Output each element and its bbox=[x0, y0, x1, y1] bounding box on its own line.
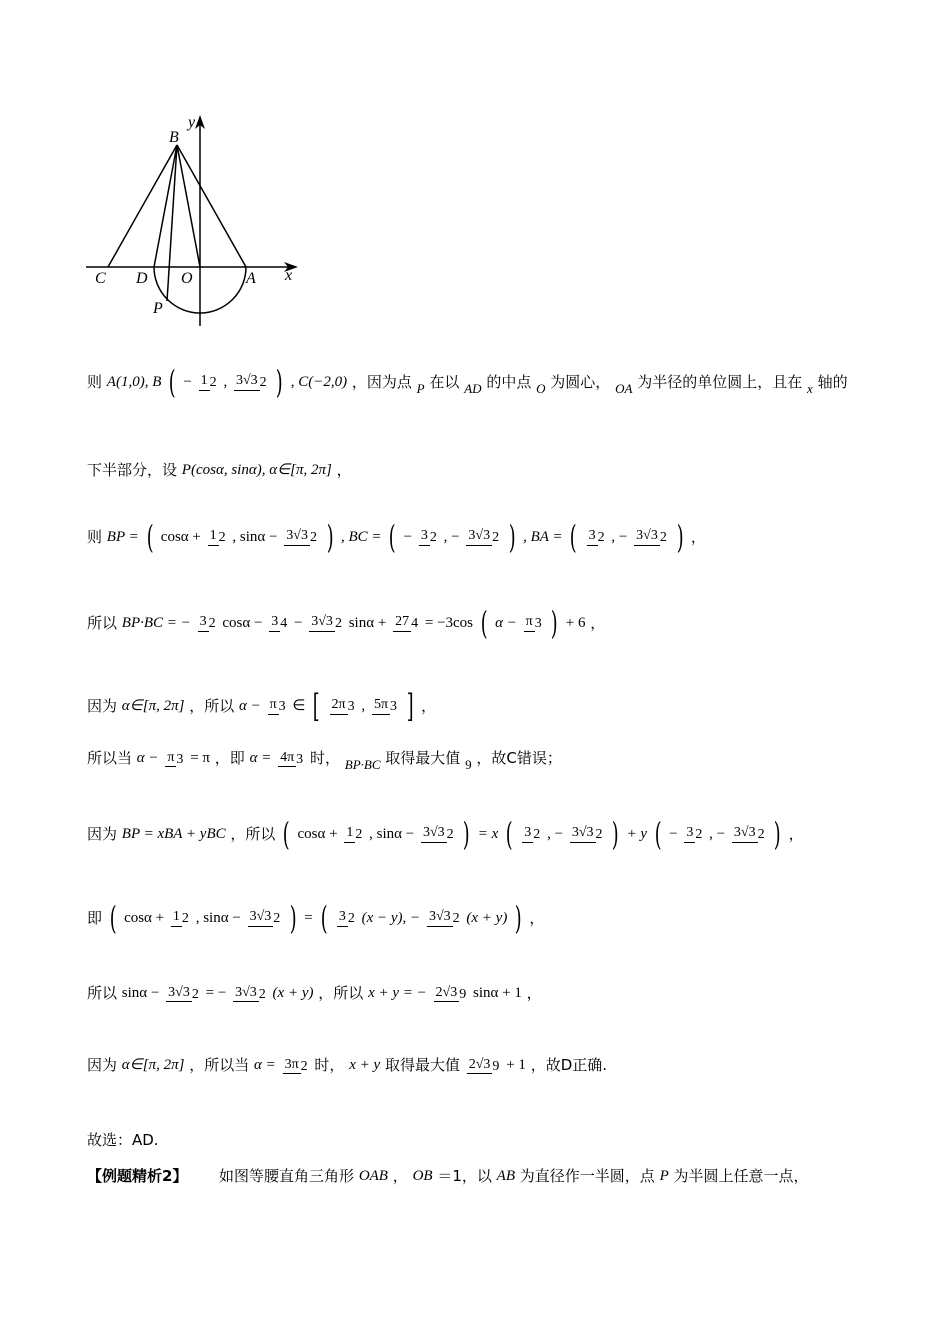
math: sinα − bbox=[121, 985, 160, 1002]
numerator: 3π bbox=[283, 1057, 301, 1074]
numerator: 1 bbox=[344, 825, 355, 842]
math: α − bbox=[136, 750, 159, 767]
math: (x − y), − bbox=[361, 909, 421, 926]
numerator: 3√3 bbox=[166, 985, 192, 1002]
text: 因为 bbox=[87, 696, 118, 715]
numerator: 3 bbox=[684, 825, 695, 842]
denominator: 2 bbox=[595, 826, 603, 842]
math: α∈[π, 2π] bbox=[121, 697, 185, 714]
fraction bbox=[199, 373, 217, 390]
paren-open: ( bbox=[168, 363, 176, 401]
fraction bbox=[198, 614, 216, 631]
math: sinα + bbox=[348, 614, 387, 631]
text: 所以当 bbox=[87, 749, 133, 768]
text: ， bbox=[526, 984, 542, 1003]
paren-open: ( bbox=[320, 899, 328, 937]
math: OAB bbox=[358, 1167, 388, 1184]
label-B: B bbox=[169, 129, 179, 146]
numerator: π bbox=[524, 614, 535, 631]
denominator: 2 bbox=[347, 910, 355, 926]
text: 因为 bbox=[87, 1056, 118, 1075]
fraction bbox=[166, 985, 199, 1002]
numerator: 4π bbox=[278, 750, 296, 767]
denominator: 2 bbox=[258, 986, 266, 1002]
math: AB bbox=[496, 1167, 515, 1184]
line-10 bbox=[87, 1057, 607, 1074]
numerator: 3√3 bbox=[732, 825, 758, 842]
paren-close: ) bbox=[551, 604, 559, 642]
numerator: 3√3 bbox=[427, 909, 453, 926]
denominator: 2 bbox=[209, 374, 217, 390]
text: ，所以 bbox=[189, 696, 235, 715]
text: 取得最大值 bbox=[385, 749, 461, 768]
math: P bbox=[416, 380, 425, 396]
paren-close: ) bbox=[514, 899, 522, 937]
label-x: x bbox=[285, 267, 293, 284]
text: ， bbox=[590, 613, 606, 632]
fraction bbox=[684, 825, 702, 842]
fraction bbox=[732, 825, 765, 842]
math: P bbox=[659, 1167, 669, 1184]
line-2 bbox=[87, 462, 352, 478]
text: ，故C错误； bbox=[476, 749, 562, 768]
math: , sinα − bbox=[369, 825, 415, 842]
fraction bbox=[234, 373, 267, 390]
paren-open: ( bbox=[283, 815, 290, 853]
numerator: 3√3 bbox=[421, 825, 447, 842]
geometry-figure bbox=[80, 108, 310, 338]
text: ＝1，以 bbox=[437, 1166, 492, 1185]
math: , bbox=[361, 697, 366, 714]
text: 则 bbox=[87, 372, 103, 391]
line-1 bbox=[87, 363, 848, 401]
math: , − bbox=[611, 528, 628, 545]
numerator: 3√3 bbox=[466, 528, 492, 545]
paren-open: ( bbox=[389, 518, 397, 556]
fraction bbox=[524, 614, 542, 631]
text: 为半圆上任意一点， bbox=[673, 1166, 809, 1185]
paren-open: ( bbox=[505, 815, 513, 853]
text: ， bbox=[336, 460, 352, 479]
math: , C(−2,0) bbox=[290, 373, 348, 390]
fraction bbox=[309, 614, 342, 631]
math: BP·BC = − bbox=[121, 614, 191, 631]
denominator: 2 bbox=[259, 374, 267, 390]
fraction bbox=[344, 825, 362, 842]
numerator: 3√3 bbox=[634, 528, 660, 545]
text: 因为 bbox=[87, 824, 118, 843]
bracket-open: [ bbox=[313, 687, 320, 725]
fraction bbox=[634, 528, 667, 545]
fraction bbox=[393, 614, 418, 631]
math: x + y bbox=[349, 1057, 381, 1074]
math: OA bbox=[615, 380, 633, 396]
line-11 bbox=[87, 1132, 159, 1148]
fraction bbox=[171, 909, 189, 926]
label-y: y bbox=[188, 114, 196, 131]
denominator: 2 bbox=[218, 529, 226, 545]
denominator: 2 bbox=[446, 826, 454, 842]
numerator: π bbox=[165, 750, 176, 767]
text: ，即 bbox=[214, 749, 245, 768]
text: ，因为点 bbox=[351, 372, 412, 391]
text: ， bbox=[421, 696, 437, 715]
numerator: 3 bbox=[198, 614, 209, 631]
math: = bbox=[304, 909, 313, 926]
denominator: 4 bbox=[280, 615, 288, 631]
denominator: 4 bbox=[411, 615, 419, 631]
paren-close: ) bbox=[676, 518, 684, 556]
segment-BC bbox=[108, 145, 177, 267]
fraction bbox=[466, 528, 499, 545]
fraction bbox=[283, 1057, 308, 1074]
text: 取得最大值 bbox=[384, 1056, 460, 1075]
paren-close: ) bbox=[289, 899, 297, 937]
numerator: 2√3 bbox=[467, 1057, 493, 1074]
numerator: 3√3 bbox=[570, 825, 596, 842]
text: ，所以 bbox=[318, 984, 364, 1003]
math: = x bbox=[477, 825, 499, 842]
text: 为半径的单位圆上，且在 bbox=[637, 372, 803, 391]
numerator: 3 bbox=[337, 909, 348, 926]
math: (x + y) bbox=[272, 985, 314, 1002]
math: , − bbox=[443, 528, 460, 545]
denominator: 2 bbox=[452, 910, 460, 926]
text: 为直径作一半圆，点 bbox=[519, 1166, 655, 1185]
example-heading: 【例题精析2】 bbox=[87, 1166, 188, 1185]
text: ， bbox=[529, 908, 545, 927]
line-3 bbox=[87, 518, 706, 556]
denominator: 3 bbox=[347, 698, 355, 714]
fraction bbox=[587, 528, 605, 545]
math: cosα + bbox=[124, 909, 165, 926]
numerator: 1 bbox=[171, 909, 182, 926]
denominator: 3 bbox=[278, 698, 286, 714]
fraction bbox=[233, 985, 266, 1002]
text: 即 bbox=[87, 908, 103, 927]
text: 所以 bbox=[87, 984, 118, 1003]
math: sinα + 1 bbox=[473, 985, 522, 1002]
paren-open: ( bbox=[480, 604, 488, 642]
math: OB bbox=[412, 1167, 433, 1184]
math: , bbox=[223, 373, 228, 390]
text: 则 bbox=[87, 527, 103, 546]
fraction bbox=[284, 528, 317, 545]
math: α − bbox=[495, 614, 517, 631]
numerator: 3√3 bbox=[284, 528, 310, 545]
fraction bbox=[165, 750, 183, 767]
text: ， bbox=[788, 824, 804, 843]
paren-close: ) bbox=[463, 815, 471, 853]
text: ，所以当 bbox=[189, 1056, 250, 1075]
math: + 6 bbox=[565, 614, 586, 631]
math: cosα + bbox=[160, 528, 201, 545]
line-8 bbox=[87, 899, 545, 937]
fraction bbox=[268, 697, 286, 714]
text: 的中点 bbox=[486, 372, 532, 391]
text: 如图等腰直角三角形 bbox=[219, 1166, 355, 1185]
paren-open: ( bbox=[570, 518, 578, 556]
label-P: P bbox=[153, 300, 163, 317]
text: 轴的 bbox=[817, 372, 848, 391]
fraction bbox=[434, 985, 467, 1002]
paren-close: ) bbox=[612, 815, 619, 853]
denominator: 9 bbox=[459, 986, 467, 1002]
denominator: 2 bbox=[181, 910, 189, 926]
label-O: O bbox=[181, 270, 193, 287]
numerator: 5π bbox=[372, 697, 390, 714]
math: , − bbox=[547, 825, 564, 842]
math: O bbox=[536, 380, 546, 396]
math: α = bbox=[249, 750, 272, 767]
line-5 bbox=[87, 687, 437, 725]
fraction bbox=[337, 909, 355, 926]
line-12 bbox=[87, 1168, 809, 1184]
math: + 1 bbox=[506, 1057, 526, 1074]
paren-close: ) bbox=[508, 518, 516, 556]
denominator: 3 bbox=[390, 698, 398, 714]
segment-BA bbox=[177, 145, 246, 267]
numerator: 3 bbox=[522, 825, 533, 842]
math: α = bbox=[254, 1057, 276, 1074]
numerator: 3√3 bbox=[233, 985, 259, 1002]
denominator: 2 bbox=[659, 529, 667, 545]
numerator: 2√3 bbox=[434, 985, 460, 1002]
text: ，故D正确. bbox=[530, 1056, 608, 1075]
math: 9 bbox=[465, 757, 472, 773]
label-D: D bbox=[136, 270, 148, 287]
math: = π bbox=[190, 750, 210, 767]
math: x + y = − bbox=[368, 985, 427, 1002]
line-6 bbox=[87, 749, 562, 773]
paren-close: ) bbox=[774, 815, 782, 853]
math: ∈ bbox=[292, 697, 306, 714]
denominator: 3 bbox=[534, 615, 542, 631]
math: , BA = bbox=[523, 528, 563, 545]
math: α − bbox=[239, 697, 261, 714]
line-7 bbox=[87, 815, 804, 853]
paren-open: ( bbox=[109, 899, 117, 937]
math: BP = xBA + yBC bbox=[121, 825, 226, 842]
numerator: π bbox=[268, 697, 279, 714]
math: A(1,0), B bbox=[106, 373, 162, 390]
denominator: 2 bbox=[757, 826, 765, 842]
fraction bbox=[248, 909, 281, 926]
denominator: 2 bbox=[273, 910, 281, 926]
text: ，所以 bbox=[230, 824, 276, 843]
fraction bbox=[330, 697, 355, 714]
fraction bbox=[269, 614, 287, 631]
denominator: 2 bbox=[533, 826, 541, 842]
line-4 bbox=[87, 604, 606, 642]
math: = − bbox=[205, 985, 227, 1002]
numerator: 3 bbox=[419, 528, 430, 545]
denominator: 2 bbox=[695, 826, 703, 842]
math: − bbox=[669, 825, 678, 842]
segment-BO bbox=[177, 145, 200, 267]
denominator: 2 bbox=[334, 615, 342, 631]
denominator: 2 bbox=[300, 1058, 308, 1074]
math: (x + y) bbox=[466, 909, 508, 926]
text: 下半部分，设 bbox=[87, 460, 178, 479]
math: − bbox=[403, 528, 413, 545]
numerator: 1 bbox=[208, 528, 219, 545]
text: 时， bbox=[314, 1056, 345, 1075]
fraction bbox=[421, 825, 454, 842]
fraction bbox=[419, 528, 437, 545]
paren-close: ) bbox=[326, 518, 334, 556]
denominator: 2 bbox=[309, 529, 317, 545]
fraction bbox=[208, 528, 226, 545]
math: AD bbox=[464, 380, 482, 396]
paren-open: ( bbox=[146, 518, 154, 556]
denominator: 3 bbox=[296, 751, 304, 767]
denominator: 2 bbox=[208, 615, 216, 631]
text: 在以 bbox=[429, 372, 460, 391]
math: α∈[π, 2π] bbox=[121, 1057, 185, 1074]
numerator: 3√3 bbox=[248, 909, 274, 926]
fraction bbox=[278, 750, 303, 767]
text: ， bbox=[690, 527, 706, 546]
math: , sinα − bbox=[232, 528, 278, 545]
text: ， bbox=[392, 1166, 408, 1185]
numerator: 3√3 bbox=[234, 373, 260, 390]
math: cosα + bbox=[297, 825, 338, 842]
label-C: C bbox=[95, 270, 106, 287]
math: = −3cos bbox=[424, 614, 474, 631]
paren-open: ( bbox=[654, 815, 662, 853]
math: BP·BC bbox=[344, 757, 381, 773]
fraction bbox=[467, 1057, 500, 1074]
text: 故选：AD. bbox=[87, 1130, 159, 1149]
denominator: 2 bbox=[191, 986, 199, 1002]
numerator: 1 bbox=[199, 373, 210, 390]
bracket-close: ] bbox=[406, 687, 414, 725]
math: P(cosα, sinα), α∈[π, 2π] bbox=[181, 461, 332, 478]
fraction bbox=[522, 825, 540, 842]
math: , sinα − bbox=[195, 909, 241, 926]
math: , BC = bbox=[341, 528, 382, 545]
denominator: 2 bbox=[355, 826, 363, 842]
math: cosα − bbox=[222, 614, 263, 631]
numerator: 3√3 bbox=[309, 614, 335, 631]
text: 为圆心， bbox=[550, 372, 611, 391]
denominator: 9 bbox=[492, 1058, 500, 1074]
denominator: 2 bbox=[492, 529, 500, 545]
text: 所以 bbox=[87, 613, 118, 632]
fraction bbox=[570, 825, 603, 842]
denominator: 2 bbox=[429, 529, 437, 545]
numerator: 3 bbox=[269, 614, 280, 631]
text: 时， bbox=[309, 749, 340, 768]
paren-close: ) bbox=[276, 363, 284, 401]
math: x bbox=[807, 380, 813, 396]
denominator: 2 bbox=[597, 529, 605, 545]
line-9 bbox=[87, 985, 542, 1002]
numerator: 27 bbox=[393, 614, 411, 631]
label-A: A bbox=[246, 270, 256, 287]
math: BP = bbox=[106, 528, 139, 545]
math: + y bbox=[626, 825, 648, 842]
math: , − bbox=[709, 825, 726, 842]
numerator: 2π bbox=[330, 697, 348, 714]
fraction bbox=[427, 909, 460, 926]
numerator: 3 bbox=[587, 528, 598, 545]
denominator: 3 bbox=[176, 751, 184, 767]
fraction bbox=[372, 697, 397, 714]
math: − bbox=[183, 373, 192, 390]
math: − bbox=[294, 614, 303, 631]
